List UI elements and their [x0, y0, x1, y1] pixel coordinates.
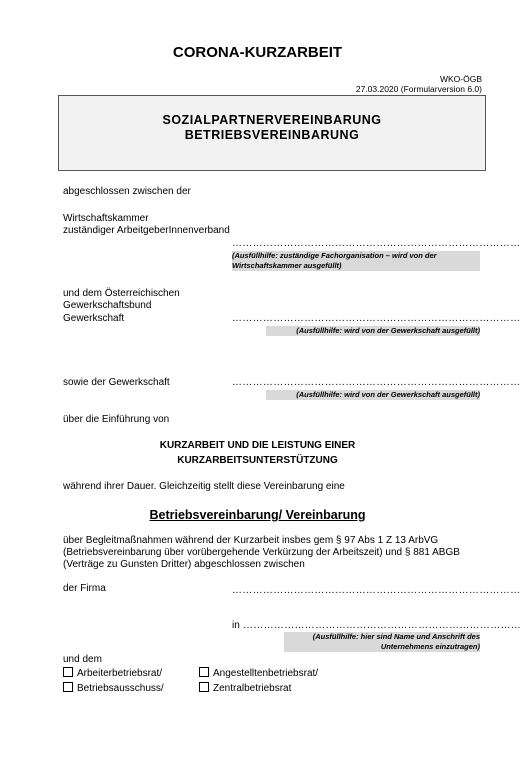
fill-line-company-address[interactable]: ………………………………………………………………………	[243, 620, 521, 631]
paragraph-line3: (Verträge zu Gunsten Dritter) abgeschlossen zwischen	[63, 559, 305, 570]
hint-company	[284, 632, 480, 652]
checkbox-label: Betriebsausschuss/	[77, 683, 164, 694]
fill-line-union-2[interactable]: …………………………………………………………………………	[232, 377, 521, 388]
location-label: in	[232, 620, 240, 631]
paragraph-line1: über Begleitmaßnahmen während der Kurzarbeit insbes gem § 97 Abs 1 Z 13 ArbVG	[63, 535, 439, 546]
box-line-works-agreement: BETRIEBSVEREINBARUNG	[184, 128, 360, 142]
party2-line1: und dem Österreichischen	[63, 288, 180, 299]
checkbox-central-council[interactable]	[199, 682, 291, 694]
checkbox-label: Angestelltenbetriebsrat/	[213, 668, 319, 679]
checkbox-box[interactable]	[63, 682, 73, 692]
paragraph-line2: (Betriebsvereinbarung über vorübergehende Verkürzung der Arbeitszeit) und § 881 ABGB	[63, 547, 460, 558]
party2-line3: Gewerkschaft	[63, 313, 125, 324]
party1-line1: Wirtschaftskammer	[63, 213, 149, 224]
fill-line-employer-association[interactable]: …………………………………………………………………………	[232, 238, 521, 249]
und-dem-label: und dem	[63, 654, 102, 665]
hint-line: Wirtschaftskammer ausgefüllt)	[232, 261, 342, 270]
intro-text: abgeschlossen zwischen der	[63, 186, 191, 197]
agreement-type-box	[58, 95, 486, 171]
hint-line: (Ausfüllhilfe: hier sind Name und Anschrift des	[312, 632, 480, 641]
hint-line: (Ausfüllhilfe: zuständige Fachorganisation – wird von der	[232, 251, 437, 260]
hint-line: Unternehmens einzutragen)	[380, 642, 480, 651]
box-line-social-partner: SOZIALPARTNERVEREINBARUNG	[162, 113, 382, 127]
party3-label: sowie der Gewerkschaft	[63, 377, 170, 388]
checkbox-label: Zentralbetriebsrat	[213, 683, 292, 694]
issuer-label: WKO-ÖGB	[439, 74, 482, 84]
checkbox-label: Arbeiterbetriebsrat/	[77, 668, 163, 679]
heading-line2: KURZARBEITSUNTERSTÜTZUNG	[177, 455, 338, 466]
party2-line2: Gewerkschaftsbund	[63, 300, 152, 311]
checkbox-box[interactable]	[199, 682, 209, 692]
during-text: während ihrer Dauer. Gleichzeitig stellt diese Vereinbarung eine	[63, 481, 345, 492]
company-label: der Firma	[63, 583, 106, 594]
checkbox-box[interactable]	[199, 667, 209, 677]
fill-line-company-name[interactable]: …………………………………………………………………………	[232, 585, 521, 596]
checkbox-worker-council[interactable]	[63, 667, 162, 679]
hint-employer-association	[232, 251, 480, 271]
checkbox-box[interactable]	[63, 667, 73, 677]
document-title: CORONA-KURZARBEIT	[172, 44, 343, 61]
fill-line-union[interactable]: …………………………………………………………………………	[232, 313, 521, 324]
form-version: 27.03.2020 (Formularversion 6.0)	[355, 84, 482, 94]
hint-union: (Ausfüllhilfe: wird von der Gewerkschaft ausgefüllt)	[266, 326, 480, 336]
hint-union-2: (Ausfüllhilfe: wird von der Gewerkschaft ausgefüllt)	[266, 390, 480, 400]
heading-line1: KURZARBEIT UND DIE LEISTUNG EINER	[159, 440, 356, 451]
checkbox-works-committee[interactable]	[63, 682, 164, 694]
about-text: über die Einführung von	[63, 414, 170, 425]
checkbox-employee-council[interactable]	[199, 667, 318, 679]
subtitle-works-agreement: Betriebsvereinbarung/ Vereinbarung	[149, 508, 366, 522]
party1-line2: zuständiger ArbeitgeberInnenverband	[63, 225, 230, 236]
